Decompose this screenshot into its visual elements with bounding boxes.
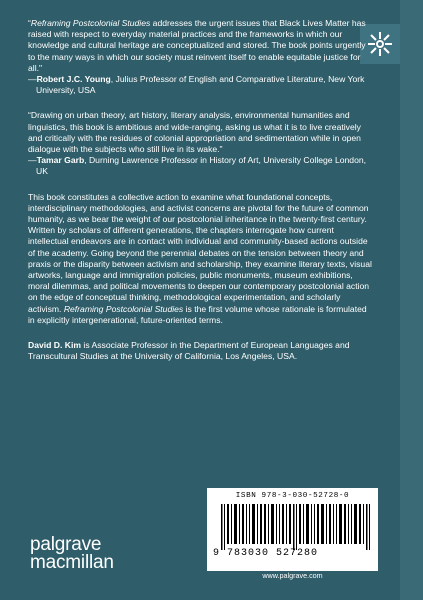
barcode-icon: [221, 504, 371, 550]
publisher-wordmark: [30, 536, 114, 572]
endorsement-garb: [28, 110, 375, 177]
publisher-name-line2: macmillan: [30, 552, 114, 573]
editor-name: David D. Kim: [28, 340, 82, 351]
description-main: This book constitutes a collective action to examine what foundational concepts, interdisciplinary methodologies, and activist concerns are pivotal for the future of common humanity, as we bear the weight of our postcolonial inheritance in the twenty-first century. Written by scholars of different generations, the chapters interrogate how current intellectual endeavors are in contact with individual and community-based actions outside of the academy. Going beyond the perennial debates on the tension between theory and praxis or the disparity between activism and scholarship, they examine literary texts, visual artworks, language and immigration policies, public monuments, museum exhibitions, moral dilemmas, and political movements to deepen our contemporary postcolonial action on the edge of conceptual thinking, methodological experimentation, and scholarly activism.: [28, 191, 372, 314]
book-description: [28, 192, 375, 326]
isbn-label: ISBN 978-3-030-52728-0: [235, 492, 350, 500]
quote-open-mark: “: [28, 18, 31, 28]
quote-attribution: —Robert J.C. Young, Julius Professor of English and Comparative Literature, New York University, USA: [28, 74, 365, 96]
quote-text: [28, 18, 375, 74]
editor-bio: [28, 340, 375, 362]
isbn-digits: 9 783030 527280: [213, 548, 319, 559]
spine-strip: [400, 0, 423, 600]
quote-body: addresses the urgent issues that Black Lives Matter has raised with respect to everyday material practices and the frameworks in which our knowledge and cultural heritage are conceptualized and stored. The book points urgently to the many ways in which our society must reinvent itself to enable equitable justice for all.": [28, 18, 366, 73]
quote-book-title: Reframing Postcolonial Studies: [30, 18, 151, 28]
description-tail: is the first volume whose rationale is formulated in explicitly intergenerational, future-oriented terms.: [28, 303, 367, 325]
back-cover-text: [28, 18, 375, 362]
quote-attribution: —Tamar Garb, Durning Lawrence Professor in History of Art, University College London, UK: [28, 155, 367, 177]
endorsement-young: [28, 18, 375, 96]
quote-author: Robert J.C. Young: [36, 74, 111, 85]
description-book-title: Reframing Postcolonial Studies: [63, 303, 184, 314]
publisher-name-line1: palgrave: [30, 534, 102, 555]
isbn-barcode: [207, 488, 378, 571]
publisher-website[interactable]: www.palgrave.com: [262, 571, 323, 580]
quote-author: Tamar Garb: [36, 155, 85, 166]
editor-bio-text: is Associate Professor in the Department of European Languages and Transcultural Studies at the University of California, Los Angeles, USA.: [28, 340, 350, 362]
quote-affiliation: , Julius Professor of English and Comparative Literature, New York University, USA: [36, 74, 365, 96]
quote-text: “Drawing on urban theory, art history, literary analysis, environmental humanities and linguistics, this book is ambitious and wide-ranging, asking us what it is to live creatively and critically with the residues of colonial appropriation and sedimentation while in open dialogue with the subjects who still live in its wake.": [28, 110, 361, 155]
quote-affiliation: , Durning Lawrence Professor in History of Art, University College London, UK: [36, 155, 367, 177]
